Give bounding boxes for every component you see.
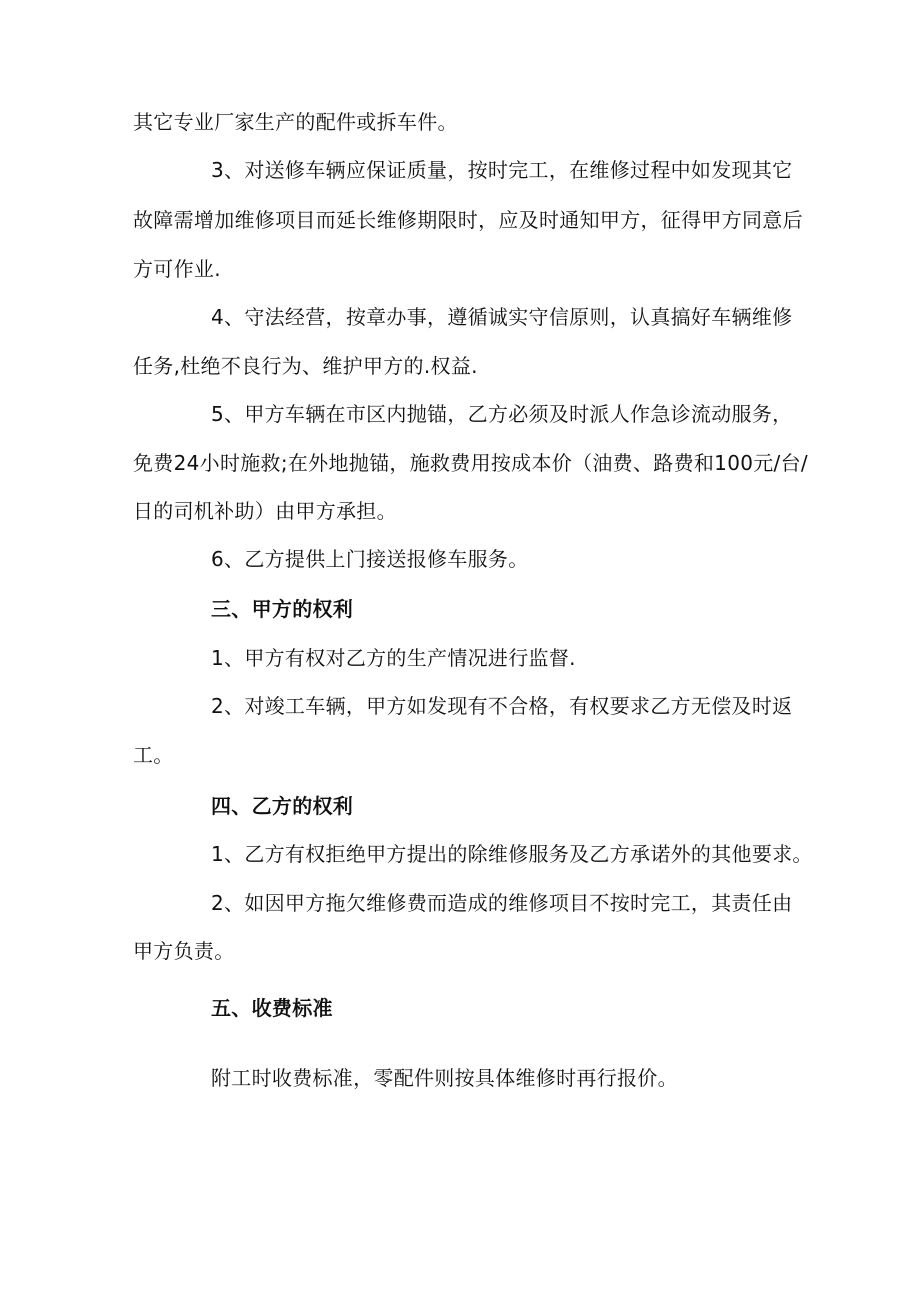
section-heading: 四、乙方的权利 [211, 794, 354, 818]
body-line: 方可作业. [133, 257, 221, 281]
body-line: 5、甲方车辆在市区内抛锚，乙方必须及时派人作急诊流动服务， [211, 402, 793, 426]
body-line: 3、对送修车辆应保证质量，按时完工，在维修过程中如发现其它 [211, 158, 793, 182]
body-line: 1、乙方有权拒绝甲方提出的除维修服务及乙方承诺外的其他要求。 [211, 842, 813, 866]
body-line: 其它专业厂家生产的配件或拆车件。 [133, 110, 458, 134]
body-line: 4、守法经营，按章办事，遵循诚实守信原则，认真搞好车辆维修 [211, 305, 793, 329]
section-heading: 五、收费标准 [211, 996, 333, 1020]
body-line: 任务,杜绝不良行为、维护甲方的.权益. [133, 354, 478, 378]
body-line: 甲方负责。 [133, 939, 235, 963]
body-line: 免费24小时施救;在外地抛锚，施救费用按成本价（油费、路费和100元/台/ [133, 451, 808, 475]
body-line: 6、乙方提供上门接送报修车服务。 [211, 547, 529, 571]
body-line: 2、如因甲方拖欠维修费而造成的维修项目不按时完工，其责任由 [211, 891, 793, 915]
body-line: 1、甲方有权对乙方的生产情况进行监督. [211, 646, 576, 670]
body-line: 故障需增加维修项目而延长维修期限时，应及时通知甲方，征得甲方同意后 [133, 208, 803, 232]
body-line: 2、对竣工车辆，甲方如发现有不合格，有权要求乙方无偿及时返 [211, 694, 793, 718]
section-heading: 三、甲方的权利 [211, 597, 354, 621]
body-line: 附工时收费标准，零配件则按具体维修时再行报价。 [211, 1066, 678, 1090]
body-line: 工。 [133, 743, 174, 767]
body-line: 日的司机补助）由甲方承担。 [133, 499, 397, 523]
